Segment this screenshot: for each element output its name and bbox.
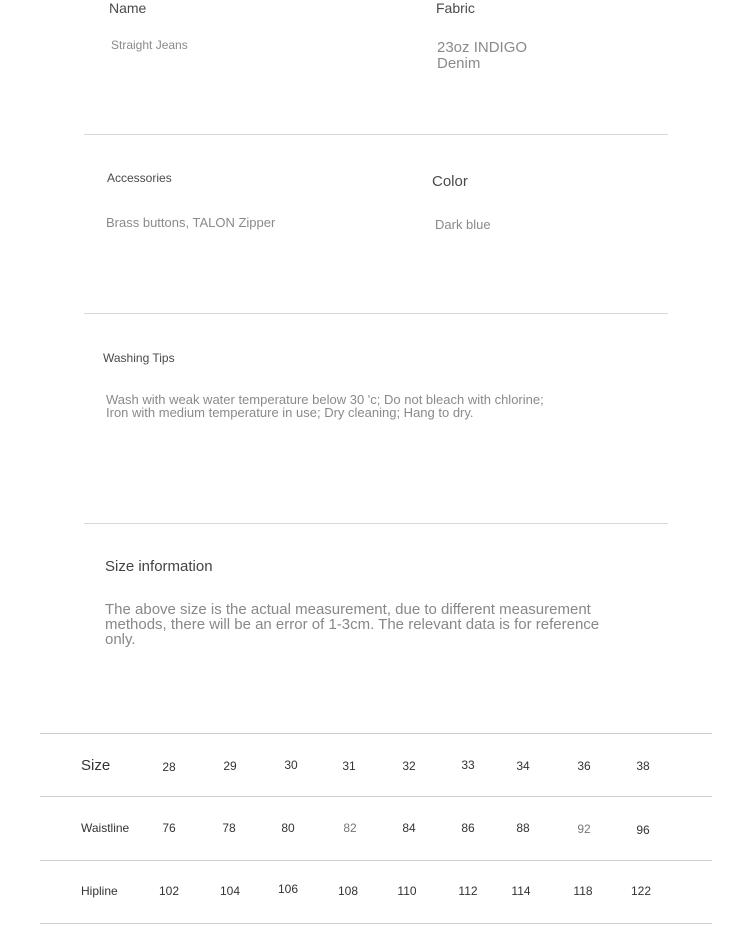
size-cell: 114 (511, 884, 531, 898)
divider (84, 523, 668, 524)
size-cell: 38 (636, 759, 650, 773)
size-cell: 78 (222, 821, 236, 835)
fabric-value: 23oz INDIGO Denim (437, 39, 528, 72)
size-cell: 108 (337, 884, 359, 898)
waistline-label: Waistline (81, 821, 130, 835)
size-cell: 76 (162, 821, 176, 835)
accessories-label: Accessories (107, 171, 172, 185)
size-cell: 34 (516, 759, 530, 773)
size-cell: 80 (281, 821, 295, 835)
size-cell: 102 (158, 884, 180, 898)
size-cell: 104 (219, 884, 241, 898)
size-cell: 32 (402, 759, 416, 773)
divider (84, 134, 668, 135)
divider (84, 313, 668, 314)
size-cell: 33 (461, 758, 475, 772)
size-cell: 118 (573, 884, 593, 898)
size-cell: 30 (284, 758, 298, 772)
accessories-value: Brass buttons, TALON Zipper (106, 215, 276, 230)
size-header-label: Size (81, 757, 111, 774)
hipline-row (40, 860, 712, 924)
size-cell: 112 (458, 884, 478, 898)
hipline-label: Hipline (81, 884, 118, 898)
size-cell: 88 (516, 821, 530, 835)
size-info-note: The above size is the actual measurement, due to different measurement methods, there will be an error of 1-3cm. The relevant data is for reference only. (105, 601, 600, 648)
color-value: Dark blue (435, 217, 491, 232)
color-label: Color (432, 173, 468, 190)
size-header-row (40, 733, 712, 796)
size-cell: 110 (397, 884, 417, 898)
size-cell: 28 (162, 760, 176, 774)
size-cell: 31 (342, 759, 356, 773)
size-cell: 122 (630, 884, 652, 898)
size-cell: 82 (343, 821, 357, 835)
size-cell: 29 (223, 759, 237, 773)
size-cell: 84 (402, 821, 416, 835)
size-cell: 106 (277, 882, 299, 896)
washing-tips-value: Wash with weak water temperature below 30 'c; Do not bleach with chlorine; Iron with medium temperature in use; Dry cleaning; Hang to dry. (106, 392, 544, 420)
size-table (40, 733, 712, 924)
waistline-row (40, 796, 712, 860)
size-cell: 36 (577, 759, 591, 773)
size-cell: 86 (461, 821, 475, 835)
fabric-label: Fabric (436, 0, 475, 16)
size-cell: 96 (636, 823, 650, 837)
name-label: Name (109, 0, 147, 16)
name-value: Straight Jeans (111, 38, 188, 52)
washing-tips-label: Washing Tips (103, 351, 175, 365)
size-cell: 92 (577, 822, 591, 836)
size-info-title: Size information (105, 558, 213, 575)
